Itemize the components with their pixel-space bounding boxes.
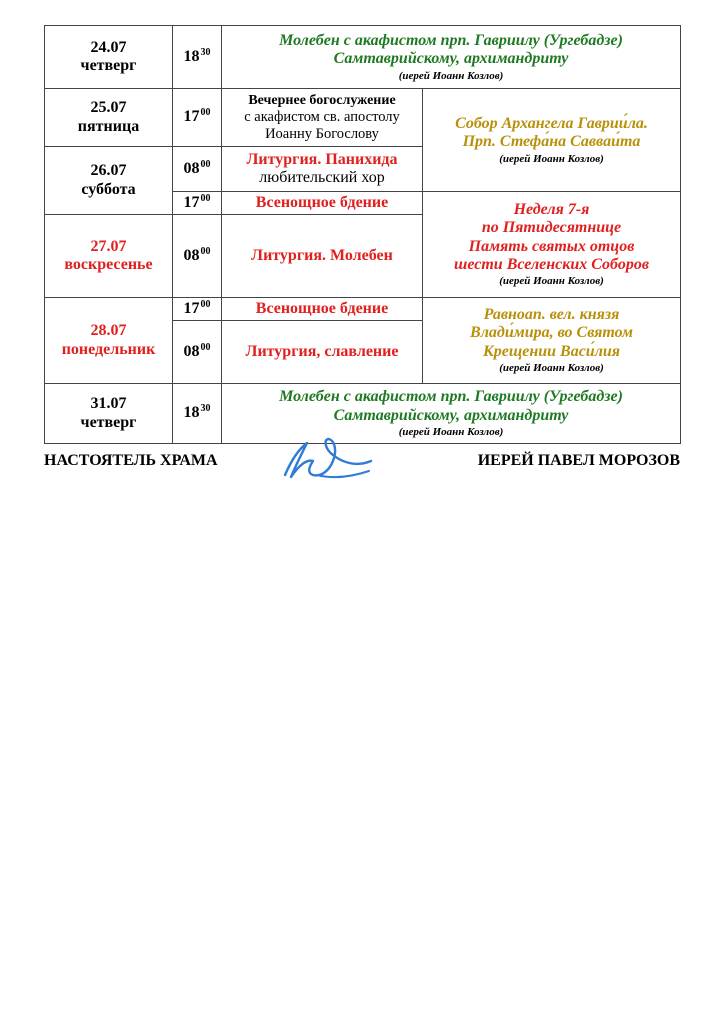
time-minutes: 00 [200, 158, 211, 170]
feast-line: Собор Архангела Гаврии́ла. [455, 114, 648, 132]
time-minutes: 00 [200, 192, 211, 204]
table-row [45, 26, 681, 89]
service-cell [222, 321, 423, 384]
date-cell [45, 384, 173, 444]
time-hour: 17 [183, 299, 200, 317]
service-line: Молебен с акафистом прп. Гавриилу (Ургебадзе) [279, 388, 623, 406]
service-line: Самтаврийскому, архимандриту [333, 50, 569, 68]
date-cell [45, 215, 173, 298]
time-minutes: 30 [200, 46, 211, 58]
feast-line: Влади́мира, во Святом [470, 324, 633, 342]
priest-note: (иерей Иоанн Козлов) [398, 426, 504, 439]
service-title: Литургия. Молебен [251, 246, 393, 264]
date: 24.07 [90, 38, 127, 56]
priest-note: (иерей Иоанн Козлов) [398, 69, 504, 82]
schedule-table [44, 25, 681, 444]
date-cell [45, 89, 173, 147]
service-line: Молебен с акафистом прп. Гавриилу (Ургебадзе) [279, 31, 623, 49]
feast-line: Память святых отцов [468, 237, 635, 255]
feast-line: Крещении Васи́лия [482, 342, 621, 360]
time-cell [173, 192, 222, 215]
handwritten-signature [277, 431, 377, 487]
service-title: Литургия, славление [245, 342, 399, 360]
signature-footer [44, 449, 680, 489]
priest-name: ИЕРЕЙ ПАВЕЛ МОРОЗОВ [477, 452, 680, 469]
weekday: воскресенье [64, 256, 153, 273]
priest-note: (иерей Иоанн Козлов) [499, 275, 604, 288]
feast-line: Неделя 7-я [513, 200, 590, 218]
table-row [45, 298, 681, 321]
service-cell [222, 147, 423, 192]
time-cell [173, 89, 222, 147]
time-minutes: 00 [200, 107, 211, 119]
service-cell [222, 26, 681, 89]
time-minutes: 30 [200, 403, 211, 415]
service-cell [222, 298, 423, 321]
time-hour: 18 [183, 404, 200, 422]
time-minutes: 00 [200, 245, 211, 257]
service-line: Самтаврийскому, архимандриту [333, 406, 569, 424]
service-cell [222, 192, 423, 215]
time-hour: 17 [183, 108, 200, 126]
service-title: Всенощное бдение [255, 193, 389, 211]
service-title: Литургия. Панихида [246, 150, 398, 168]
time-hour: 08 [183, 246, 200, 264]
time-cell [173, 215, 222, 298]
service-title: Вечернее богослужение [248, 92, 396, 108]
date: 28.07 [90, 322, 127, 340]
feast-cell [423, 298, 681, 384]
feast-line: по Пятидесятнице [481, 219, 622, 237]
rector-title: НАСТОЯТЕЛЬ ХРАМА [44, 452, 218, 469]
time-cell [173, 147, 222, 192]
service-line: с акафистом св. апостолу [244, 108, 400, 125]
weekday: суббота [81, 180, 136, 198]
feast-cell [423, 192, 681, 298]
weekday: понедельник [61, 340, 156, 358]
time-minutes: 00 [200, 298, 211, 310]
feast-line: Прп. Стефа́на Савваи́та [462, 133, 641, 151]
feast-cell [423, 89, 681, 192]
feast-line: Равноап. вел. князя [483, 306, 620, 324]
time-cell [173, 298, 222, 321]
date-cell [45, 26, 173, 89]
priest-note: (иерей Иоанн Козлов) [499, 152, 604, 165]
time-hour: 17 [183, 193, 200, 211]
feast-line: шести Вселенских Соборов [454, 256, 649, 274]
service-cell [222, 215, 423, 298]
time-minutes: 00 [200, 341, 211, 353]
time-cell [173, 384, 222, 444]
weekday: четверг [80, 413, 137, 431]
date: 27.07 [90, 237, 127, 255]
date: 25.07 [90, 99, 127, 117]
weekday: пятница [77, 117, 140, 135]
table-row [45, 89, 681, 147]
date-cell [45, 147, 173, 215]
time-cell [173, 26, 222, 89]
weekday: четверг [80, 57, 137, 74]
service-title: Всенощное бдение [255, 299, 389, 317]
service-cell [222, 89, 423, 147]
date: 26.07 [90, 162, 127, 180]
time-hour: 08 [183, 342, 200, 360]
date: 31.07 [90, 395, 127, 413]
priest-note: (иерей Иоанн Козлов) [499, 362, 604, 375]
service-line: Иоанну Богослову [265, 125, 379, 142]
date-cell [45, 298, 173, 384]
time-cell [173, 321, 222, 384]
time-hour: 18 [183, 47, 200, 65]
service-line: любительский хор [259, 169, 385, 186]
time-hour: 08 [183, 159, 200, 177]
